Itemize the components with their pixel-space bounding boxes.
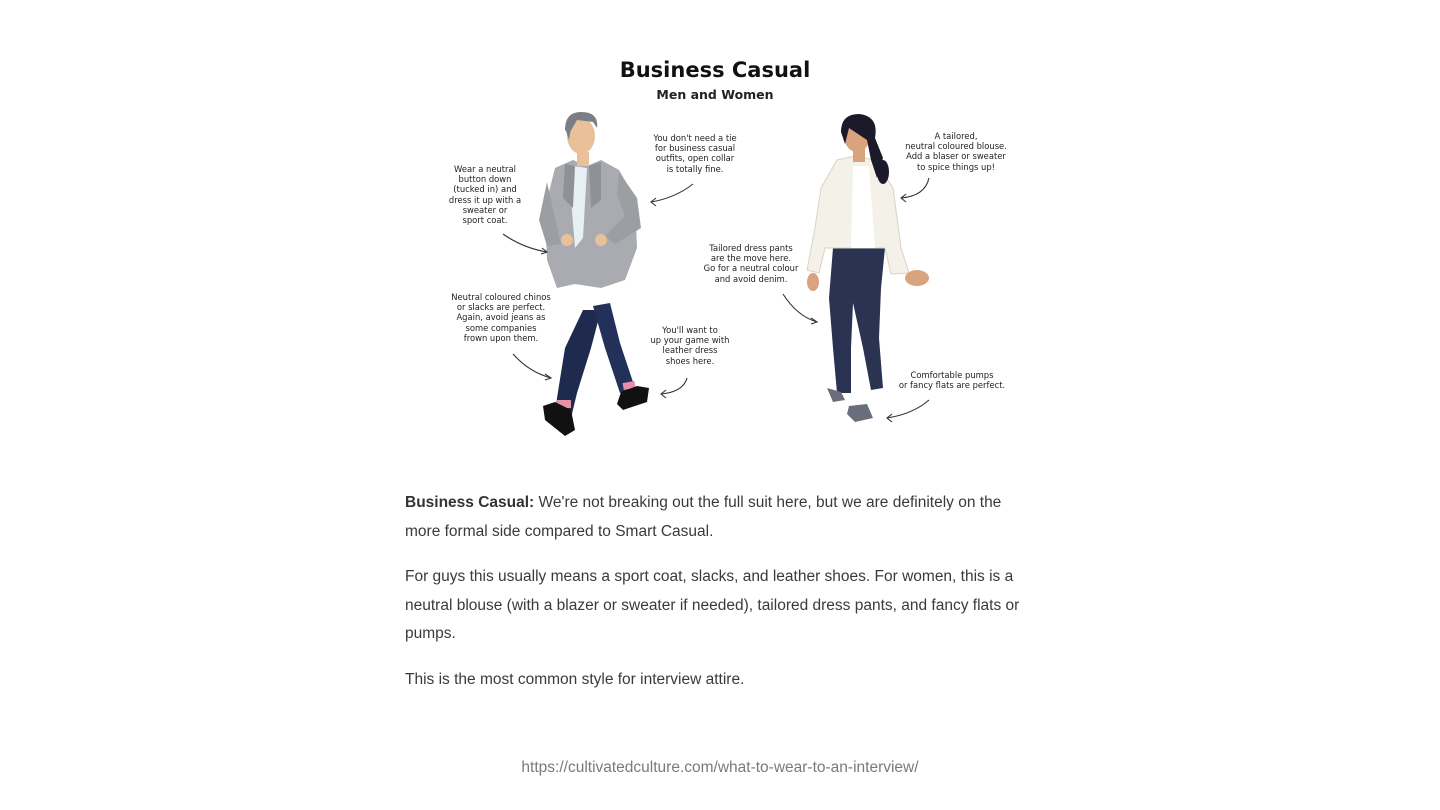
note-dress-pants: Tailored dress pants are the move here. Go for a neutral colour and avoid denim. <box>703 243 799 284</box>
man-figure <box>539 112 649 436</box>
note-no-tie: You don't need a tie for business casual outfits, open collar is totally fine. <box>653 133 737 174</box>
paragraph-lead: Business Casual: <box>405 494 535 511</box>
note-pumps: Comfortable pumps or fancy flats are perfect. <box>898 370 1006 391</box>
note-chinos: Neutral coloured chinos or slacks are perfect. Again, avoid jeans as some companies frown upon them. <box>451 292 551 343</box>
paragraph-business-casual <box>405 489 1035 546</box>
paragraph-interview-attire: This is the most common style for interview attire. <box>405 671 745 688</box>
note-blouse: A tailored, neutral coloured blouse. Add a blaser or sweater to spice things up! <box>905 131 1007 172</box>
business-casual-infographic <box>405 48 1025 448</box>
paragraph-outfit-details: For guys this usually means a sport coat, slacks, and leather shoes. For women, this is a neutral blouse (with a blazer or sweater if needed), tailored dress pants, and fancy flats or pumps. <box>405 568 1020 642</box>
paragraph-rest: We're not breaking out the full suit here, but we are definitely on the more formal side compared to Smart Casual. <box>405 494 1002 540</box>
source-url: https://cultivatedculture.com/what-to-wear-to-an-interview/ <box>521 759 919 776</box>
note-neutral-button-down: Wear a neutral button down (tucked in) and dress it up with a sweater or sport coat. <box>448 164 522 226</box>
infographic-title: Business Casual <box>619 58 811 82</box>
note-leather-shoes: You'll want to up your game with leather dress shoes here. <box>650 325 730 366</box>
infographic-subtitle: Men and Women <box>656 87 774 102</box>
